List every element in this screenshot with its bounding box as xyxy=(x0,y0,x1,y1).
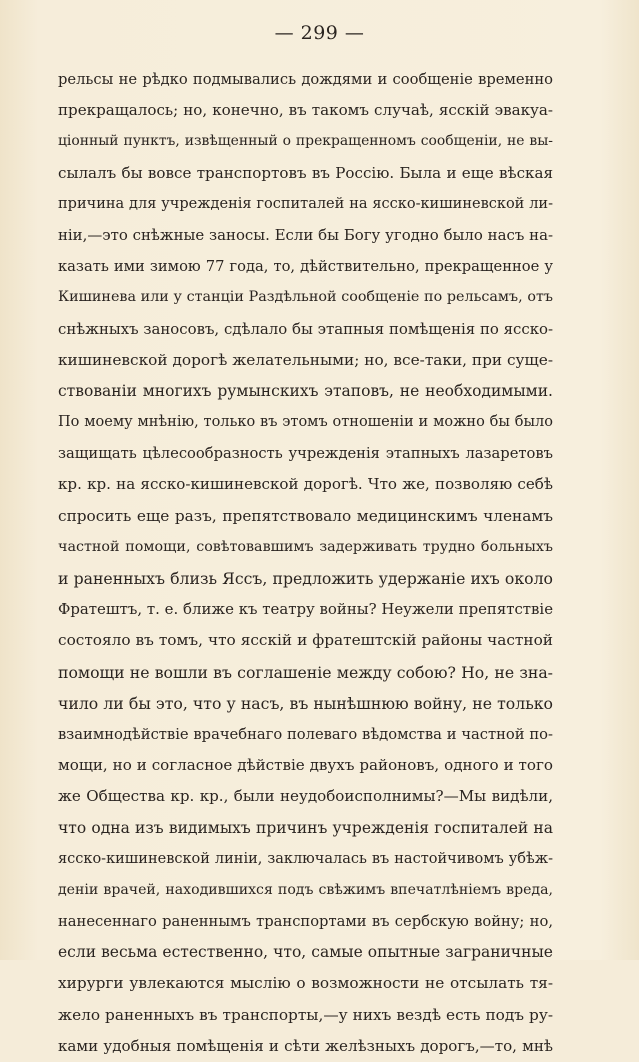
text-line: что одна изъ видимыхъ причинъ учрежденія госпиталей на xyxy=(58,818,553,837)
text-line: спросить еще разъ, препятствовало медицинскимъ членамъ xyxy=(58,506,553,525)
page-body-text xyxy=(58,64,553,1062)
text-line: взаимнодѣйствіе врачебнаго полеваго вѣдомства и частной по- xyxy=(58,725,553,743)
text-line: жело раненныхъ въ транспорты,—у нихъ вездѣ есть подъ ру- xyxy=(58,1005,553,1024)
text-line: ясско-кишиневской линіи, заключалась въ настойчивомъ убѣж- xyxy=(58,850,553,867)
page-number: — 299 — xyxy=(274,22,365,44)
text-line: кр. кр. на ясско-кишиневской дорогѣ. Что же, позволяю себѣ xyxy=(58,475,553,494)
text-line: По моему мнѣнію, только въ этомъ отношеніи и можно бы было xyxy=(58,414,553,431)
text-line: если весьма естественно, что, самые опытные заграничные xyxy=(58,943,553,962)
text-line: защищать цѣлесообразность учрежденія этапныхъ лазаретовъ xyxy=(58,445,553,463)
text-line: ствованіи многихъ румынскихъ этаповъ, не необходимыми. xyxy=(58,381,553,400)
text-line: состояло въ томъ, что ясскій и фратештскій районы частной xyxy=(58,631,553,650)
text-line: Кишинева или у станціи Раздѣльной сообщеніе по рельсамъ, отъ xyxy=(58,289,553,306)
text-line: сылалъ бы вовсе транспортовъ въ Россію. Была и еще вѣская xyxy=(58,163,553,182)
text-line: мощи, но и согласное дѣйствіе двухъ районовъ, одного и того xyxy=(58,756,553,775)
text-line: помощи не вошли въ соглашеніе между собою? Но, не зна- xyxy=(58,662,553,682)
text-line: казать ими зимою 77 года, то, дѣйствительно, прекращенное у xyxy=(58,258,553,276)
text-line: частной помощи, совѣтовавшимъ задерживать трудно больныхъ xyxy=(58,538,553,555)
text-line: ціонный пунктъ, извѣщенный о прекращенномъ сообщеніи, не вы- xyxy=(58,133,553,150)
text-line: кишиневской дорогѣ желательными; но, все-таки, при суще- xyxy=(58,350,553,369)
text-line: Фратештъ, т. е. ближе къ театру войны? Неужели препятствіе xyxy=(58,600,553,619)
text-line: рельсы не рѣдко подмывались дождями и сообщеніе временно xyxy=(58,71,553,88)
text-line: причина для учрежденія госпиталей на ясско-кишиневской ли- xyxy=(58,195,553,212)
text-line: ніи,—это снѣжные заносы. Если бы Богу угодно было насъ на- xyxy=(58,225,553,244)
text-line: нанесеннаго раненнымъ транспортами въ сербскую войну; но, xyxy=(58,913,553,931)
text-line: хирурги увлекаются мыслію о возможности не отсылать тя- xyxy=(58,974,553,993)
text-line: прекращалось; но, конечно, въ такомъ случаѣ, ясскій эвакуа- xyxy=(58,101,553,120)
text-line: ками удобныя помѣщенія и сѣти желѣзныхъ дорогъ,—то, мнѣ xyxy=(58,1036,553,1055)
text-line: снѣжныхъ заносовъ, сдѣлало бы этапныя помѣщенія по ясско- xyxy=(58,319,553,338)
text-line: деніи врачей, находившихся подъ свѣжимъ впечатлѣніемъ вреда, xyxy=(58,881,553,898)
text-line: и раненныхъ близь Яссъ, предложить удержаніе ихъ около xyxy=(58,569,553,588)
text-line: чило ли бы это, что у насъ, въ нынѣшнюю войну, не только xyxy=(58,693,553,713)
text-line: же Общества кр. кр., были неудобоисполнимы?—Мы видѣли, xyxy=(58,787,553,806)
